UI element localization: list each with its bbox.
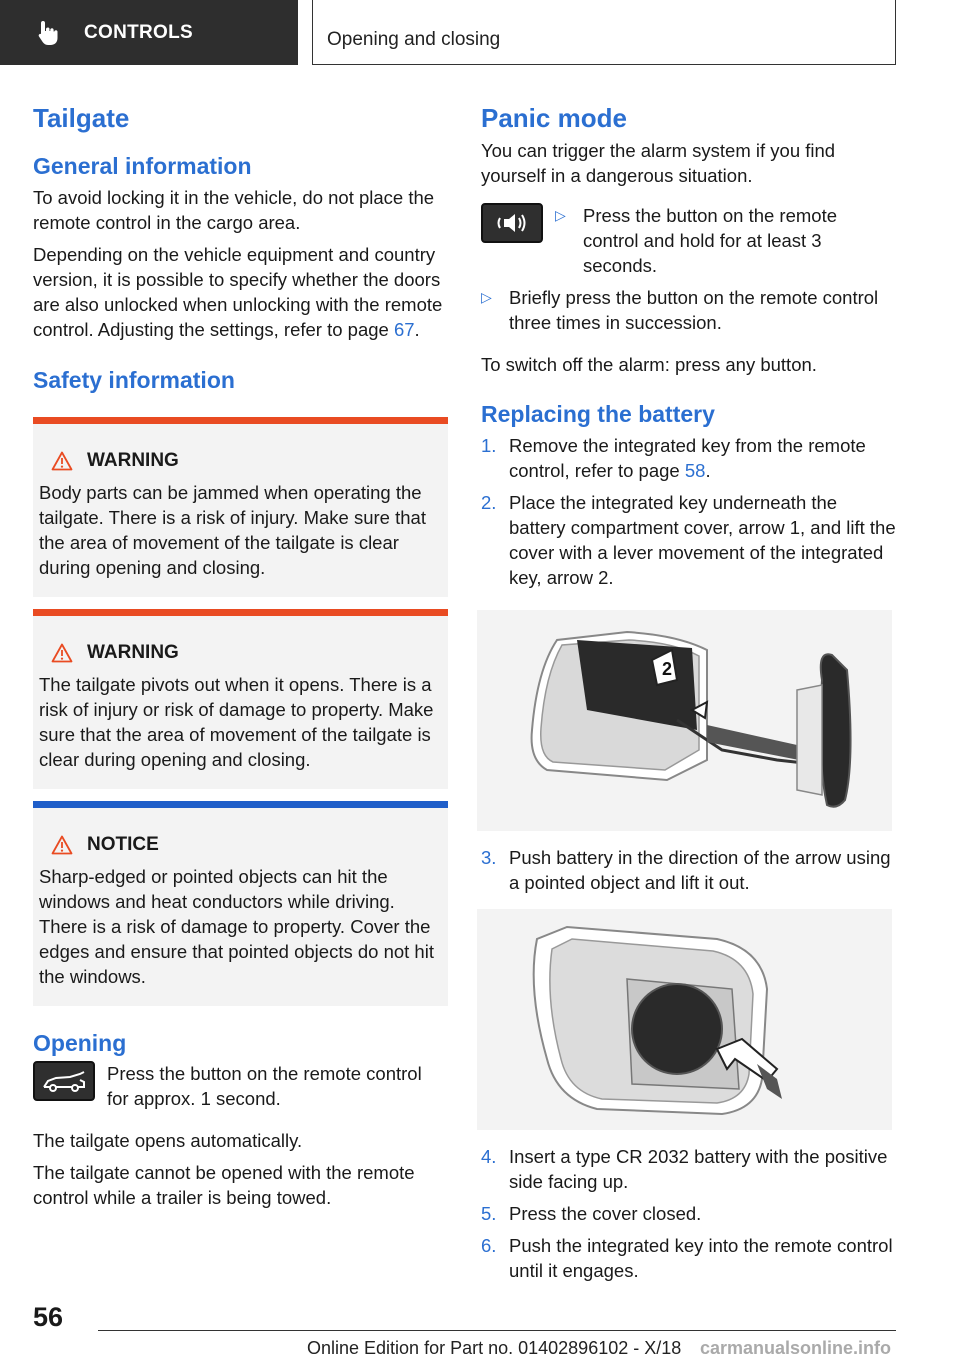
panic-bullet-1-text: Press the button on the remote control and hold for at least 3 seconds.: [583, 205, 838, 277]
opening-paragraph-2: The tailgate cannot be opened with the remote control while a trailer is being towed.: [33, 1161, 415, 1208]
battery-step-2: [481, 490, 896, 590]
opening-instruction-text: Press the button on the remote control for approx. 1 second.: [107, 1062, 422, 1109]
general-paragraph-1: To avoid locking it in the vehicle, do not place the remote control in the cargo area.: [33, 186, 435, 233]
notice-title: [39, 834, 440, 856]
right-column: [481, 100, 896, 1290]
general-paragraph-2-text: Depending on the vehicle equipment and country version, it is possible to specify whether the doors are also unlocked when unlocking with the remote control. Adjusting the settings, refer to page: [33, 243, 443, 340]
page-footer: [0, 1290, 960, 1362]
notice-box: [33, 801, 448, 1006]
step-number: 5.: [481, 1202, 497, 1224]
panic-mode-heading: Panic mode: [481, 103, 627, 133]
warning-triangle-icon: [51, 643, 73, 663]
general-information-heading: General information: [33, 153, 252, 180]
panic-bullet-2: [481, 285, 896, 335]
chapter-header: [312, 0, 896, 65]
panic-bullet-1: [555, 203, 896, 278]
notice-text: Sharp-edged or pointed objects can hit the windows and heat conductors while driving. There is a risk of damage to property. Cover the edges and ensure that pointed objects do not hit the windows.: [39, 866, 434, 988]
battery-step-3: [481, 845, 896, 895]
step-4-text: Insert a type CR 2032 battery with the positive side facing up.: [509, 1145, 888, 1192]
warning-text-1: Body parts can be jammed when operating the tailgate. There is a risk of injury. Make sure that the area of movement of the tailgate is clear during opening and closing.: [39, 482, 426, 579]
panic-paragraph: You can trigger the alarm system if you find yourself in a dangerous situation.: [481, 140, 836, 187]
warning-title-text-1: WARNING: [87, 450, 179, 472]
warning-title-1: [39, 450, 440, 472]
bullet-triangle-icon: ▷: [555, 207, 566, 224]
panic-instruction-1: [481, 203, 896, 285]
safety-information-heading: Safety information: [33, 366, 235, 393]
chapter-label: Opening and closing: [327, 29, 501, 50]
opening-heading: Opening: [33, 1030, 127, 1057]
step-number: 3.: [481, 846, 497, 868]
battery-removal-illustration: [477, 909, 892, 1130]
warning-box-2: [33, 609, 448, 789]
step-number: 4.: [481, 1145, 497, 1167]
page-link-67[interactable]: 67: [393, 318, 415, 340]
opening-paragraph-1: The tailgate opens automatically.: [33, 1129, 303, 1151]
general-paragraph-2-end: .: [414, 318, 420, 340]
battery-step-1: [481, 433, 896, 483]
page-title: Tailgate: [33, 103, 130, 133]
step-number: 6.: [481, 1234, 497, 1256]
step-number: 2.: [481, 491, 497, 513]
warning-title-2: [39, 642, 440, 664]
tailgate-button-icon: [33, 1061, 95, 1101]
notice-title-text: NOTICE: [87, 834, 159, 856]
step-1-end: .: [705, 459, 711, 481]
step-6-text: Push the integrated key into the remote control until it engages.: [509, 1234, 893, 1281]
panic-switch-off: To switch off the alarm: press any button.: [481, 354, 817, 376]
step-3-text: Push battery in the direction of the arrow using a pointed object and lift it out.: [509, 846, 891, 893]
left-column: [33, 100, 448, 1210]
general-paragraph-2: [33, 242, 448, 342]
step-5-text: Press the cover closed.: [509, 1202, 702, 1224]
watermark: carmanualsonline.info: [700, 1338, 892, 1358]
warning-text-2: The tailgate pivots out when it opens. There is a risk of injury or risk of damage to property. Make sure that the area of movement of the tailgate is clear during opening and closing.: [39, 674, 434, 771]
page-number: 56: [33, 1302, 64, 1332]
bullet-triangle-icon: ▷: [481, 289, 492, 306]
opening-instruction: [33, 1061, 448, 1111]
notice-triangle-icon: [51, 835, 73, 855]
warning-title-text-2: WARNING: [87, 642, 179, 664]
key-removal-illustration: [477, 610, 892, 831]
footer-divider: [98, 1330, 896, 1331]
step-1-text: [509, 433, 896, 483]
panic-bullet-2-text: Briefly press the button on the remote control three times in succession.: [509, 287, 879, 334]
arrow-label-2: 2: [662, 658, 673, 679]
step-number: 1.: [481, 434, 497, 456]
battery-step-6: [481, 1233, 896, 1283]
panic-button-icon: [481, 203, 543, 243]
edition-text: Online Edition for Part no. 01402896102 - X/18: [307, 1338, 682, 1358]
section-label: CONTROLS: [84, 21, 194, 43]
battery-step-4: [481, 1144, 896, 1194]
step-1-body: Remove the integrated key from the remote control, refer to page: [509, 434, 866, 481]
figure-battery-removal: [477, 909, 892, 1130]
replacing-battery-heading: Replacing the battery: [481, 401, 715, 428]
hand-pointer-icon: [34, 18, 64, 48]
warning-box-1: [33, 417, 448, 597]
section-tab: [0, 0, 298, 65]
warning-triangle-icon: [51, 451, 73, 471]
step-2-text: Place the integrated key underneath the battery compartment cover, arrow 1, and lift the cover with a lever movement of the integrated key, arrow 2.: [509, 491, 896, 588]
battery-step-5: [481, 1201, 896, 1226]
figure-key-removal: [477, 610, 892, 831]
page-link-58[interactable]: 58: [684, 459, 706, 481]
